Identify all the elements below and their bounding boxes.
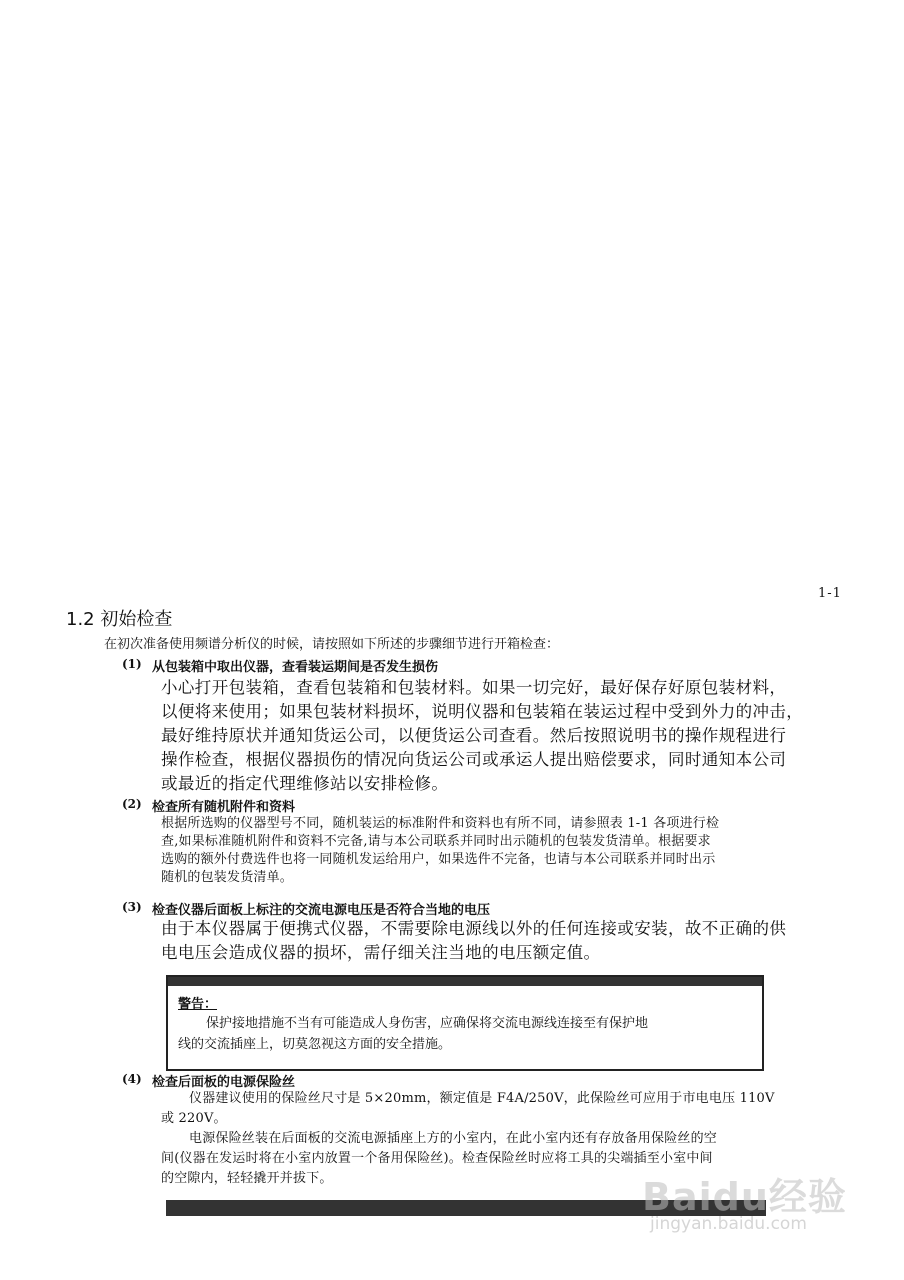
section-3-body [161, 917, 786, 965]
warning-line: 保护接地措施不当有可能造成人身伤害，应确保将交流电源线连接至有保护地 [206, 1016, 649, 1031]
section-3-number: (3) [122, 900, 142, 914]
section-1-title: 从包装箱中取出仪器，查看装运期间是否发生损伤 [152, 660, 439, 675]
section-4-title: 检查后面板的电源保险丝 [152, 1075, 296, 1090]
section-4-number: (4) [122, 1072, 142, 1086]
section-2-line: 查,如果标准随机附件和资料不完备,请与本公司联系并同时出示随机的包装发货清单。根据要求 [161, 834, 711, 849]
section-3-title: 检查仪器后面板上标注的交流电源电压是否符合当地的电压 [152, 903, 491, 918]
section-1-line: 操作检查，根据仪器损伤的情况向货运公司或承运人提出赔偿要求，同时通知本公司 [161, 750, 787, 769]
warning-header-bar [168, 977, 762, 986]
section-1-body [161, 676, 803, 796]
section-4-line: 的空隙内，轻轻撬开并拔下。 [161, 1171, 333, 1186]
section-4-line: 电源保险丝装在后面板的交流电源插座上方的小室内，在此小室内还有存放备用保险丝的空 [189, 1131, 718, 1146]
section-3-line: 由于本仪器属于便携式仪器，不需要除电源线以外的任何连接或安装，故不正确的供 [161, 919, 787, 938]
watermark-url: jingyan.baidu.com [650, 1214, 807, 1234]
section-4-line: 仪器建议使用的保险丝尺寸是 5×20mm，额定值是 F4A/250V，此保险丝可应用于市电电压 110V [189, 1091, 775, 1106]
section-1-line: 小心打开包装箱，查看包装箱和包装材料。如果一切完好，最好保存好原包装材料， [161, 678, 787, 697]
watermark-logo: Baidu经验 [642, 1175, 847, 1219]
section-1-line: 最好维持原状并通知货运公司，以便货运公司查看。然后按照说明书的操作规程进行 [161, 726, 787, 745]
section-1-number: (1) [122, 657, 142, 671]
warning-box [166, 975, 764, 1071]
section-2-line: 选购的额外付费选件也将一同随机发运给用户，如果选件不完备，也请与本公司联系并同时出示 [161, 852, 716, 867]
warning-body [178, 1013, 758, 1055]
section-heading: 1.2 初始检查 [66, 609, 173, 630]
section-2-line: 根据所选购的仪器型号不同，随机装运的标准附件和资料也有所不同，请参照表 1-1 各项进行检 [161, 816, 720, 831]
section-3-line: 电电压会造成仪器的损坏，需仔细关注当地的电压额定值。 [161, 943, 601, 962]
section-2-number: (2) [122, 797, 142, 811]
section-2-body [161, 815, 719, 887]
warning-line: 线的交流插座上，切莫忽视这方面的安全措施。 [178, 1037, 452, 1052]
intro-text: 在初次准备使用频谱分析仪的时候，请按照如下所述的步骤细节进行开箱检查： [104, 637, 560, 652]
page-number: 1-1 [818, 586, 842, 601]
section-4-line: 或 220V。 [161, 1111, 227, 1126]
section-1-line: 或最近的指定代理维修站以安排检修。 [161, 774, 449, 793]
section-2-title: 检查所有随机附件和资料 [152, 800, 296, 815]
section-2-line: 随机的包装发货清单。 [161, 870, 294, 885]
section-1-line: 以便将来使用；如果包装材料损坏，说明仪器和包装箱在装运过程中受到外力的冲击， [161, 702, 804, 721]
section-4-line: 间(仪器在发运时将在小室内放置一个备用保险丝)。检查保险丝时应将工具的尖端插至小室中间 [161, 1151, 713, 1166]
warning-title: 警告： [178, 997, 218, 1012]
